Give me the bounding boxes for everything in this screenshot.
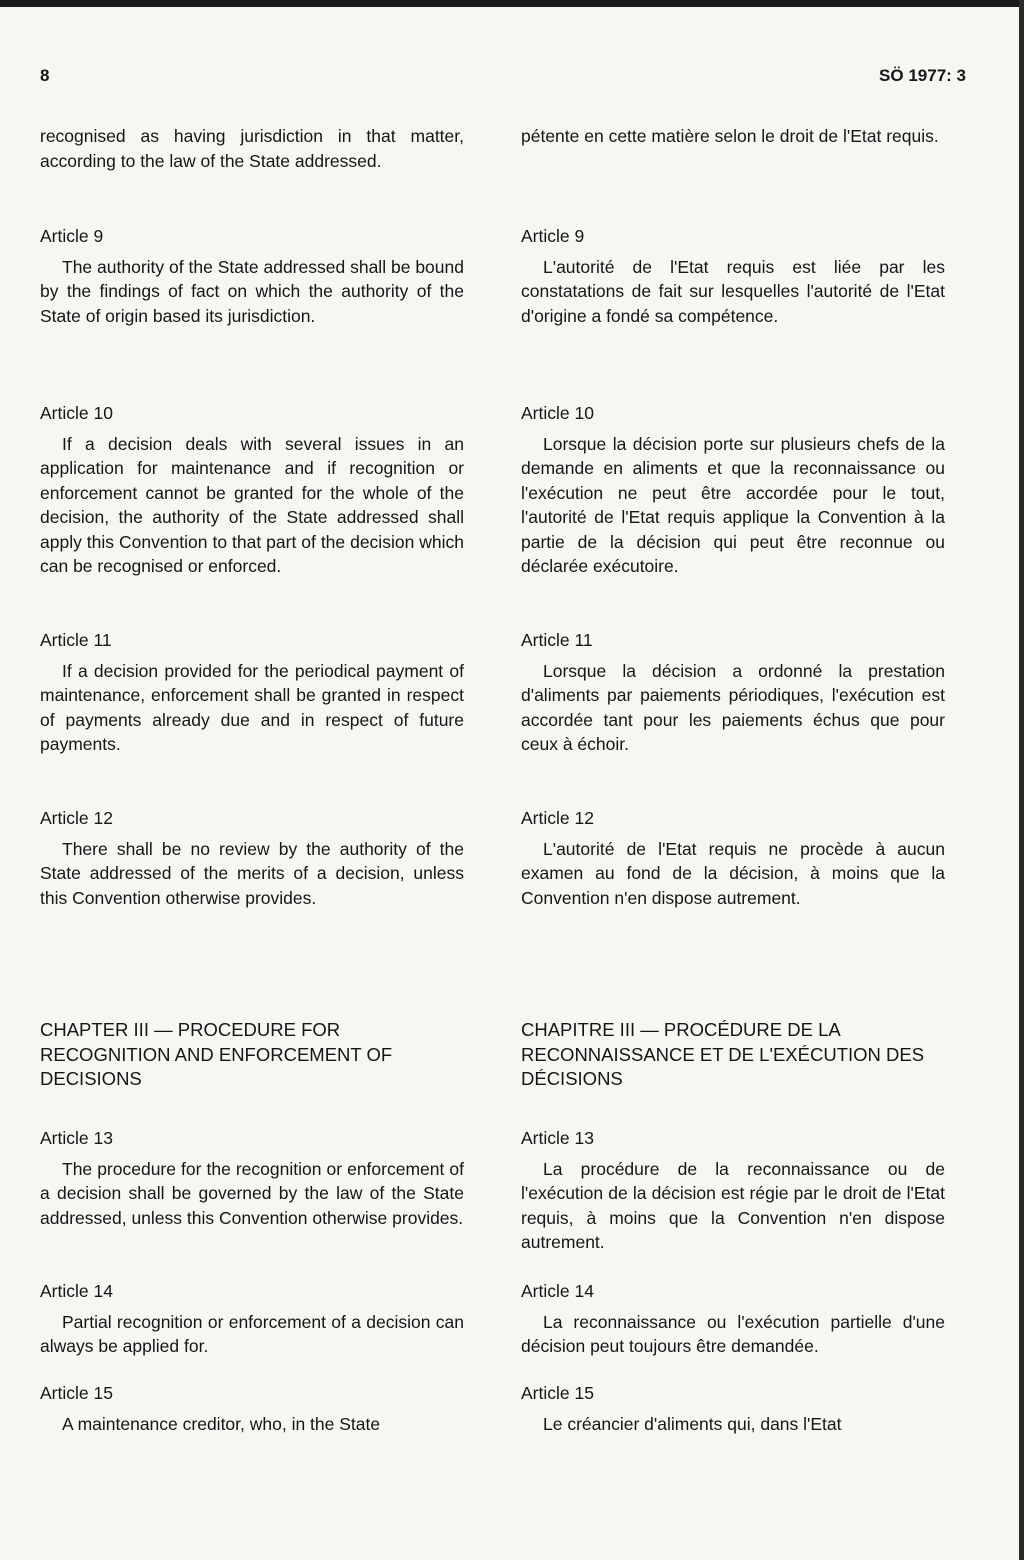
article-13	[40, 1126, 464, 1230]
article-9	[521, 224, 945, 328]
article-text: There shall be no review by the authority of the State addressed of the merits of a decision, unless this Convention otherwise provides.	[40, 838, 464, 908]
article-12	[521, 806, 945, 910]
chapter-title: CHAPITRE III — PROCÉDURE DE LA RECONNAISSANCE ET DE L'EXÉCUTION DES DÉCISIONS	[521, 1019, 925, 1089]
article-heading: Article 12	[40, 808, 113, 828]
article-heading: Article 10	[40, 403, 113, 423]
article-heading: Article 13	[40, 1128, 113, 1148]
article-text: L'autorité de l'Etat requis ne procède à aucun examen au fond de la décision, à moins que la Convention n'en dispose autrement.	[521, 838, 945, 908]
article-text: If a decision provided for the periodical payment of maintenance, enforcement shall be granted in respect of payments already due and in respect of future payments.	[40, 660, 464, 754]
article-heading: Article 9	[521, 226, 585, 246]
article-11	[521, 628, 945, 757]
top-border-rule	[0, 0, 1024, 7]
carryover-paragraph	[40, 124, 464, 173]
article-12	[40, 806, 464, 910]
article-heading: Article 12	[521, 808, 594, 828]
page-number: 8	[40, 66, 50, 85]
article-heading: Article 13	[521, 1128, 594, 1148]
article-text: The authority of the State addressed shall be bound by the findings of fact on which the authority of the State of origin based its jurisdiction.	[40, 256, 464, 326]
article-heading: Article 10	[521, 403, 594, 423]
article-14	[40, 1279, 464, 1359]
article-text: Le créancier d'aliments qui, dans l'Etat	[543, 1413, 842, 1434]
article-heading: Article 15	[521, 1383, 594, 1403]
article-text: Partial recognition or enforcement of a decision can always be applied for.	[40, 1311, 464, 1356]
carryover-text: pétente en cette matière selon le droit de l'Etat requis.	[521, 126, 939, 146]
article-heading: Article 11	[40, 630, 112, 650]
chapter-title: CHAPTER III — PROCEDURE FOR RECOGNITION AND ENFORCEMENT OF DECISIONS	[40, 1019, 393, 1089]
article-text: The procedure for the recognition or enforcement of a decision shall be governed by the law of the State addressed, unless this Convention otherwise provides.	[40, 1158, 464, 1228]
article-heading: Article 14	[40, 1281, 113, 1301]
article-text: A maintenance creditor, who, in the State	[62, 1413, 381, 1434]
article-14	[521, 1279, 945, 1359]
article-heading: Article 14	[521, 1281, 594, 1301]
article-13	[521, 1126, 945, 1255]
article-text: La procédure de la reconnaissance ou de l'exécution de la décision est régie par le droit de l'Etat requis, à moins que la Convention n'en dispose autrement.	[521, 1158, 945, 1252]
article-11	[40, 628, 464, 757]
article-text: La reconnaissance ou l'exécution partielle d'une décision peut toujours être demandée.	[521, 1311, 945, 1356]
article-text: L'autorité de l'Etat requis est liée par les constatations de fait sur lesquelles l'autorité de l'Etat d'origine a fondé sa compétence.	[521, 256, 945, 326]
article-text: If a decision deals with several issues in an application for maintenance and if recognition or enforcement cannot be granted for the whole of the decision, the authority of the State addressed shall apply this Convention to that part of the decision which can be recognised or enforced.	[40, 433, 464, 576]
article-15	[521, 1381, 945, 1436]
article-text: Lorsque la décision a ordonné la prestation d'aliments par paiements périodiques, l'exécution est accordée tant pour les paiements échus que pour ceux à échoir.	[521, 660, 945, 754]
chapter-heading	[521, 1018, 951, 1092]
carryover-text: recognised as having jurisdiction in that matter, according to the law of the State addressed.	[40, 126, 464, 171]
carryover-paragraph	[521, 124, 945, 149]
journal-reference: SÖ 1977: 3	[879, 66, 966, 85]
article-10	[521, 401, 945, 579]
article-heading: Article 11	[521, 630, 593, 650]
article-heading: Article 15	[40, 1383, 113, 1403]
chapter-heading	[40, 1018, 470, 1092]
article-10	[40, 401, 464, 579]
article-9	[40, 224, 464, 328]
article-text: Lorsque la décision porte sur plusieurs chefs de la demande en aliments et que la reconnaissance ou l'exécution ne peut être accordée pour le tout, l'autorité de l'Etat requis applique la Convention à la partie de la décision qui peut être reconnue ou déclarée exécutoire.	[521, 433, 945, 576]
right-border-rule	[1019, 0, 1024, 1560]
article-15	[40, 1381, 464, 1436]
article-heading: Article 9	[40, 226, 104, 246]
